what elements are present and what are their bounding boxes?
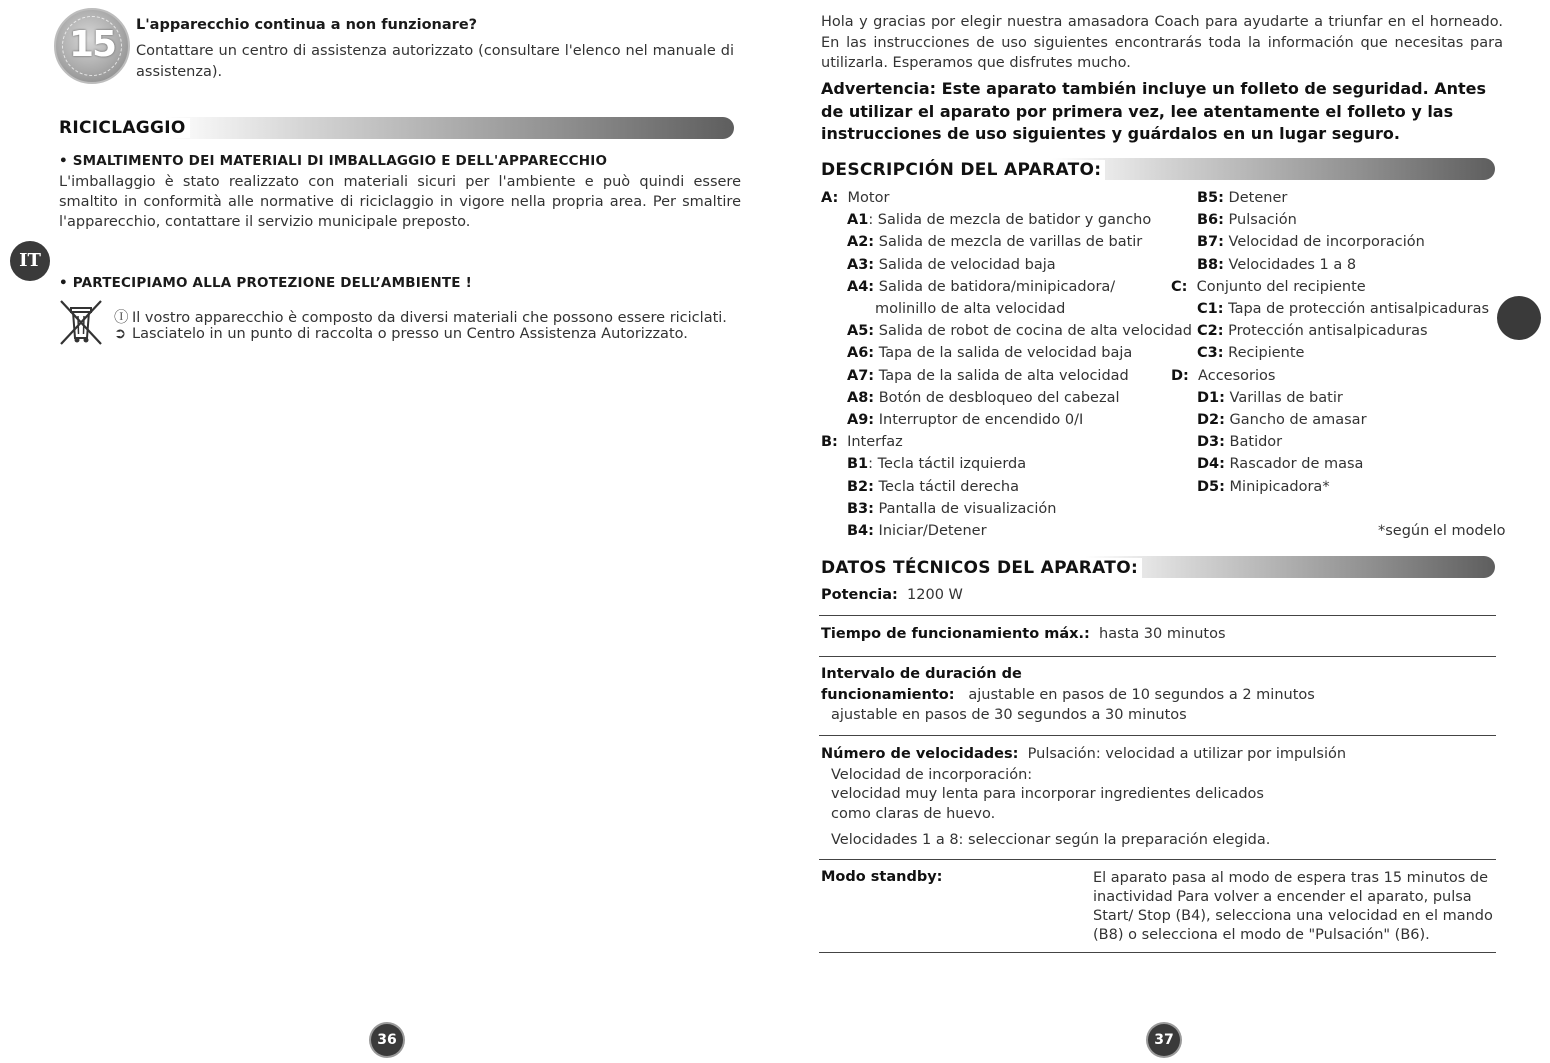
description-left-item: [847, 212, 1151, 228]
item-label: Pantalla de visualización: [873, 500, 1057, 517]
item-label: Tapa de la salida de alta velocidad: [874, 367, 1129, 384]
item-code: B4:: [847, 523, 874, 539]
item-label: Gancho de amasar: [1224, 412, 1367, 428]
item-label: : Tecla táctil izquierda: [868, 456, 1027, 473]
item-label: Conjunto del recipiente: [1187, 278, 1366, 295]
description-left-item: [821, 190, 889, 206]
item-label: Tapa de la salida de velocidad baja: [874, 345, 1133, 362]
description-right-item: [1197, 190, 1287, 206]
description-right-item: [1171, 279, 1366, 295]
item-code: A6:: [847, 345, 875, 362]
speeds-value-2: Velocidad de incorporación:: [831, 767, 1033, 783]
description-left-item: [847, 234, 1142, 250]
divider-2: [819, 656, 1496, 657]
standby-label: [821, 869, 942, 885]
description-left-item: [847, 412, 1083, 428]
item-label: : Salida de mezcla de batidor y gancho: [868, 212, 1152, 229]
item-code: A8:: [847, 389, 875, 406]
speeds-row: [821, 746, 1346, 762]
description-right-item: [1171, 368, 1275, 384]
item-code: C2:: [1197, 323, 1224, 340]
item-label: Tecla táctil derecha: [873, 478, 1020, 495]
safety-warning: Advertencia: Este aparato también incluye un folleto de seguridad. Antes de utilizar el aparato por primera vez, lee atentamente el folleto y las instrucciones de uso siguientes y guárdalos en un lugar seguro.: [821, 79, 1487, 143]
section-bar-descripcion: [1052, 158, 1495, 180]
eco-line-1: [114, 306, 727, 327]
speeds-label: Número de velocidades:: [821, 746, 1019, 762]
page-number-left: 36: [371, 1024, 403, 1056]
description-right-item: [1197, 301, 1489, 317]
description-right-item: [1197, 456, 1363, 472]
section-title-descripcion: DESCRIPCIÓN DEL APARATO:: [821, 160, 1105, 180]
description-left-item: [847, 323, 1192, 339]
description-right-item: [1197, 234, 1425, 250]
speeds-value-5: Velocidades 1 a 8: seleccionar según la preparación elegida.: [831, 832, 1271, 848]
question-text: Contattare un centro di assistenza autorizzato (consultare l'elenco nel manuale di assistenza).: [136, 43, 734, 80]
eco-line-1-text: Il vostro apparecchio è composto da diversi materiali che possono essere riciclati.: [132, 310, 727, 326]
speeds-value-1: Pulsación: velocidad a utilizar por impulsión: [1027, 746, 1347, 762]
standby-value: El aparato pasa al modo de espera tras 15 minutos de inactividad Para volver a encender el aparato, pulsa Start/ Stop (B4), selecciona una velocidad en el mando (B8) o selecciona el modo de "Pulsación" (B6).: [1093, 870, 1493, 943]
item-label: Pulsación: [1223, 212, 1297, 229]
item-label: Batidor: [1224, 434, 1283, 451]
description-left-item: [821, 434, 903, 450]
description-left-item: [847, 368, 1129, 384]
description-right-item: [1197, 257, 1356, 273]
description-right-item: [1197, 345, 1304, 361]
crossed-bin-icon: [58, 298, 104, 346]
description-left-item: [847, 523, 987, 539]
item-code: A7:: [847, 367, 875, 384]
section-title-datos-tecnicos: DATOS TÉCNICOS DEL APARATO:: [821, 558, 1142, 578]
item-code: A2:: [847, 234, 875, 251]
eco-line-2: [114, 326, 688, 342]
item-label: Velocidades 1 a 8: [1223, 256, 1357, 273]
question-title: L'apparecchio continua a non funzionare?: [136, 17, 478, 33]
subsection-title-smaltimento: • SMALTIMENTO DEI MATERIALI DI IMBALLAGGIO E DELL'APPARECCHIO: [59, 153, 608, 169]
interval-value-1: ajustable en pasos de 10 segundos a 2 minutos: [968, 687, 1315, 703]
description-left-item: [847, 279, 1115, 295]
divider-5: [819, 952, 1496, 953]
section-bar-riciclaggio: [165, 117, 734, 139]
item-label: Salida de robot de cocina de alta velocidad: [874, 323, 1192, 340]
item-label: Tapa de protección antisalpicaduras: [1223, 301, 1490, 317]
item-code: A1: [847, 212, 869, 229]
description-left-item: [847, 345, 1132, 361]
description-right-item: [1197, 479, 1330, 495]
item-label: Iniciar/Detener: [873, 523, 987, 539]
item-label: Botón de desbloqueo del cabezal: [874, 389, 1120, 406]
item-code: D5:: [1197, 478, 1225, 495]
item-label: Salida de batidora/minipicadora/: [874, 278, 1116, 295]
item-code: C:: [1171, 278, 1188, 295]
section-title-riciclaggio: RICICLAGGIO: [59, 118, 190, 138]
speeds-value-3: velocidad muy lenta para incorporar ingredientes delicados: [831, 786, 1264, 802]
item-code: B1: [847, 456, 869, 473]
eco-line-2-text: Lasciatelo in un punto di raccolta o presso un Centro Assistenza Autorizzato.: [132, 326, 688, 342]
item-code: C3:: [1197, 345, 1224, 362]
page-number-right: 37: [1148, 1024, 1180, 1056]
description-left-item: [875, 301, 1065, 317]
item-label: Salida de velocidad baja: [874, 256, 1056, 273]
badge-number: 15: [68, 24, 116, 65]
item-code: B:: [821, 434, 838, 451]
item-label: Minipicadora*: [1224, 478, 1330, 495]
tech-power-row: [821, 587, 963, 603]
divider-3: [819, 735, 1496, 736]
model-footnote: *según el modelo: [1378, 523, 1506, 539]
divider-1: [819, 615, 1496, 616]
item-label: molinillo de alta velocidad: [875, 301, 1066, 317]
item-code: A9:: [847, 412, 875, 428]
side-tab-dot: [1497, 296, 1541, 340]
interval-label-line-1: [821, 666, 1022, 682]
item-code: B7:: [1197, 234, 1224, 251]
item-code: B2:: [847, 478, 874, 495]
interval-value-2: ajustable en pasos de 30 segundos a 30 minutos: [831, 707, 1187, 723]
item-code: A:: [821, 190, 839, 206]
description-left-item: [847, 501, 1056, 517]
interval-label-2: funcionamiento:: [821, 687, 955, 703]
repairability-15-years-badge: [54, 8, 130, 84]
item-label: Interruptor de encendido 0/I: [874, 412, 1084, 428]
description-right-item: [1197, 412, 1367, 428]
item-code: D:: [1171, 367, 1189, 384]
item-code: D2:: [1197, 412, 1225, 428]
power-value: 1200 W: [907, 587, 963, 603]
section-bar-datos-tecnicos: [1085, 556, 1495, 578]
language-tab-it: IT: [10, 241, 50, 281]
item-label: Protección antisalpicaduras: [1223, 323, 1428, 340]
item-code: D1:: [1197, 389, 1225, 406]
item-label: Varillas de batir: [1224, 389, 1343, 406]
description-left-item: [847, 479, 1019, 495]
tech-max-time-row: [821, 626, 1226, 642]
item-code: A5:: [847, 323, 875, 340]
item-label: Motor: [838, 190, 890, 206]
item-label: Interfaz: [837, 434, 903, 451]
description-left-item: [847, 456, 1026, 472]
description-left-item: [847, 257, 1056, 273]
subsection-text-smaltimento: L'imballaggio è stato realizzato con materiali sicuri per l'ambiente e può quindi essere smaltito in conformità alle normative di riciclaggio in vigore nella propria area. Per smaltire l'apparecchio, contattare il servizio municipale preposto.: [59, 174, 741, 230]
item-label: Rascador de masa: [1224, 456, 1364, 473]
description-right-item: [1197, 390, 1343, 406]
subsection-title-ambiente: • PARTECIPIAMO ALLA PROTEZIONE DELL’AMBIENTE !: [59, 275, 472, 291]
max-time-value: hasta 30 minutos: [1099, 626, 1226, 642]
description-right-item: [1197, 323, 1428, 339]
description-left-item: [847, 390, 1120, 406]
info-circle-icon: Ⓘ: [114, 310, 129, 326]
item-label: Recipiente: [1223, 345, 1305, 362]
item-code: B8:: [1197, 256, 1224, 273]
interval-label-1: Intervalo de duración de: [821, 666, 1022, 682]
description-right-item: [1197, 212, 1297, 228]
item-code: D3:: [1197, 434, 1225, 451]
max-time-label: Tiempo de funcionamiento máx.:: [821, 626, 1090, 642]
item-label: Salida de mezcla de varillas de batir: [874, 234, 1143, 251]
power-label: Potencia:: [821, 587, 898, 603]
interval-row: [821, 687, 1315, 703]
item-code: D4:: [1197, 456, 1225, 473]
item-code: A3:: [847, 256, 875, 273]
description-right-item: [1197, 434, 1282, 450]
speeds-value-4: como claras de huevo.: [831, 806, 996, 822]
item-code: C1:: [1197, 301, 1224, 317]
item-label: Velocidad de incorporación: [1223, 234, 1425, 251]
item-code: B6:: [1197, 212, 1224, 229]
item-label: Detener: [1223, 190, 1288, 206]
item-code: A4:: [847, 278, 875, 295]
intro-text: Hola y gracias por elegir nuestra amasadora Coach para ayudarte a triunfar en el horneado. En las instrucciones de uso siguientes encontrarás toda la información que necesitas para utilizarla. Esperamos que disfrutes mucho.: [821, 14, 1503, 71]
item-label: Accesorios: [1188, 367, 1276, 384]
divider-4: [819, 859, 1496, 860]
item-code: B5:: [1197, 190, 1224, 206]
arrow-icon: ➲: [114, 326, 127, 342]
item-code: B3:: [847, 500, 874, 517]
standby-label-text: Modo standby:: [821, 869, 943, 885]
